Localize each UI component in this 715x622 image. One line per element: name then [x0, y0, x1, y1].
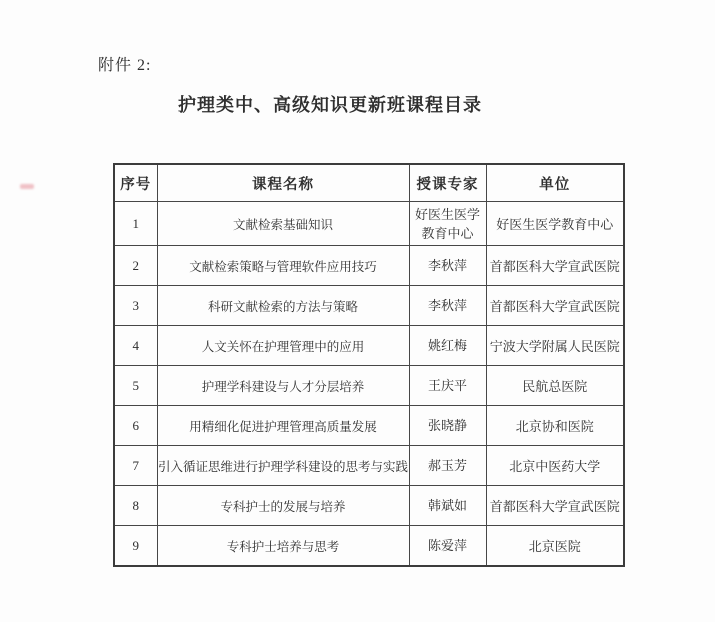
- cell-unit: 北京中医药大学: [486, 446, 624, 486]
- table-row: [114, 446, 624, 486]
- course-table: [113, 163, 625, 567]
- cell-course: 专科护士的发展与培养: [157, 486, 409, 526]
- cell-number: 1: [114, 202, 157, 246]
- cell-unit: 首都医科大学宣武医院: [486, 246, 624, 286]
- cell-number: 4: [114, 326, 157, 366]
- cell-expert: 陈爱萍: [409, 526, 486, 567]
- cell-unit: 民航总医院: [486, 366, 624, 406]
- cell-expert: 郝玉芳: [409, 446, 486, 486]
- cell-unit: 首都医科大学宣武医院: [486, 286, 624, 326]
- cell-number: 5: [114, 366, 157, 406]
- cell-number: 8: [114, 486, 157, 526]
- table-row: [114, 526, 624, 567]
- cell-course: 文献检索策略与管理软件应用技巧: [157, 246, 409, 286]
- table-row: [114, 202, 624, 246]
- cell-expert: 王庆平: [409, 366, 486, 406]
- cell-course: 文献检索基础知识: [157, 202, 409, 246]
- cell-expert: 好医生医学教育中心: [409, 202, 486, 246]
- col-header-expert: 授课专家: [409, 164, 486, 202]
- table-row: [114, 246, 624, 286]
- cell-number: 3: [114, 286, 157, 326]
- cell-number: 2: [114, 246, 157, 286]
- cell-course: 护理学科建设与人才分层培养: [157, 366, 409, 406]
- cell-course: 用精细化促进护理管理高质量发展: [157, 406, 409, 446]
- table-row: [114, 406, 624, 446]
- cell-number: 9: [114, 526, 157, 567]
- cell-unit: 宁波大学附属人民医院: [486, 326, 624, 366]
- table-row: [114, 366, 624, 406]
- cell-number: 7: [114, 446, 157, 486]
- col-header-course: 课程名称: [157, 164, 409, 202]
- cell-expert: 李秋萍: [409, 286, 486, 326]
- page-title: 护理类中、高级知识更新班课程目录: [178, 95, 482, 115]
- attachment-label: 附件 2:: [98, 57, 152, 74]
- cell-expert: 李秋萍: [409, 246, 486, 286]
- table-row: [114, 326, 624, 366]
- col-header-unit: 单位: [486, 164, 624, 202]
- cell-expert: 韩斌如: [409, 486, 486, 526]
- cell-unit: 北京协和医院: [486, 406, 624, 446]
- scan-artifact-mark: [20, 184, 34, 189]
- cell-unit: 首都医科大学宣武医院: [486, 486, 624, 526]
- cell-expert: 姚红梅: [409, 326, 486, 366]
- cell-course: 引入循证思维进行护理学科建设的思考与实践: [157, 446, 409, 486]
- table-row: [114, 286, 624, 326]
- table-row: [114, 486, 624, 526]
- cell-unit: 好医生医学教育中心: [486, 202, 624, 246]
- cell-unit: 北京医院: [486, 526, 624, 567]
- cell-course: 专科护士培养与思考: [157, 526, 409, 567]
- cell-expert: 张晓静: [409, 406, 486, 446]
- col-header-number: 序号: [114, 164, 157, 202]
- table-header-row: [114, 164, 624, 202]
- cell-course: 人文关怀在护理管理中的应用: [157, 326, 409, 366]
- cell-number: 6: [114, 406, 157, 446]
- cell-course: 科研文献检索的方法与策略: [157, 286, 409, 326]
